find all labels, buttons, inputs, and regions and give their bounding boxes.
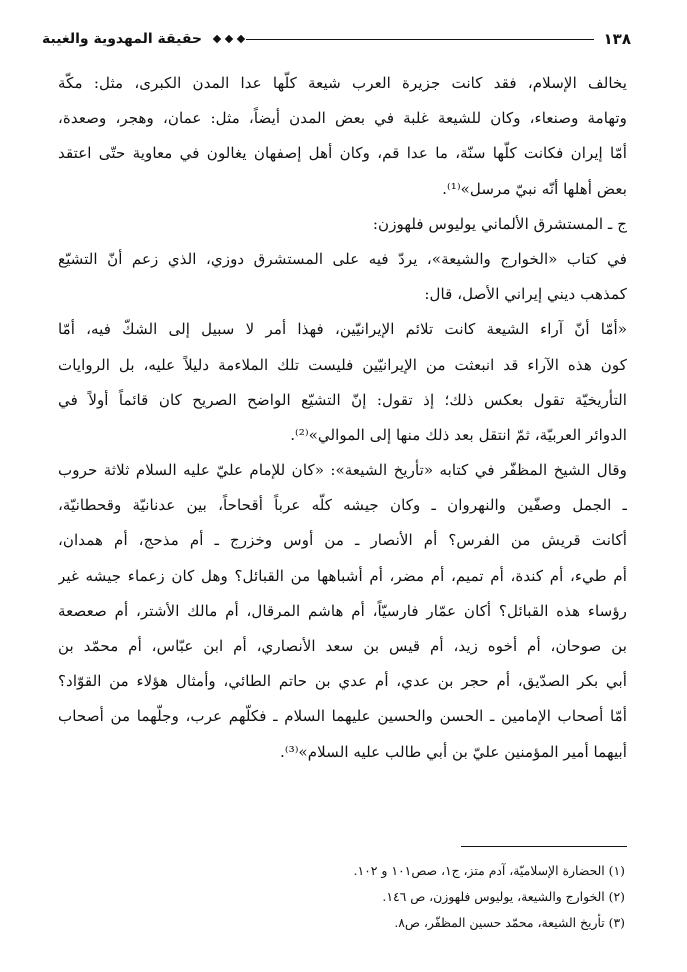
footnote: (٢) الخوارج والشيعة، يوليوس فلهوزن، ص ١٤٦. bbox=[382, 889, 625, 904]
text-line: يخالف الإسلام، فقد كانت جزيرة العرب شيعة كلّها عدا المدن الكبرى، مثل: مكّة bbox=[58, 74, 627, 92]
text-line: أمّا أصحاب الإمامين ـ الحسن والحسين عليهما السلام ـ فكلّهم عرب، وجلّهما من أصحاب bbox=[58, 707, 627, 726]
text-line: وقال الشيخ المظفّر في كتابه «تأريخ الشيعة»: «كان للإمام عليّ عليه السلام ثلاثة حروب bbox=[58, 461, 627, 480]
text-line: ـ الجمل وصفّين والنهروان ـ وكان جيشه كلّه عرباً أقحاحاً، بين عدنانيّة وقحطانيّة، bbox=[58, 496, 627, 515]
header-rule bbox=[212, 36, 594, 42]
text-line: التأريخيّة تقول بعكس ذلك؛ إذ تقول: إنّ التشيّع الواضح الصريح كان قائماً أولاً في bbox=[58, 390, 627, 409]
diamond-ornament-icon bbox=[213, 35, 221, 43]
book-title: حقيقة المهدوية والغيبة bbox=[42, 31, 202, 47]
main-text bbox=[58, 66, 627, 770]
page-number: ١٣٨ bbox=[603, 30, 631, 48]
text-line: بعض أهلها أنّه نبيّ مرسل»⁽¹⁾. bbox=[442, 179, 627, 198]
diamond-ornament-icon bbox=[225, 35, 233, 43]
text-line: بن صوحان، أم أخوه زيد، أم قيس بن سعد الأنصاري، أم ابن عبّاس، أم محمّد بن bbox=[58, 637, 627, 655]
text-line: كون هذه الآراء قد انبعثت من الإيرانيّين فليست تلك الملاءمة دليلاً عليه، بل الروايات bbox=[58, 355, 627, 374]
diamond-ornament-icon bbox=[237, 35, 245, 43]
text-line: الدوائر العربيّة، ثمّ انتقل بعد ذلك منها إلى الموالي»⁽²⁾. bbox=[290, 425, 627, 444]
footnote: (١) الحضارة الإسلاميّة، آدم متز، ج١، صص١٠١ و ١٠٢. bbox=[353, 863, 625, 878]
text-line: كمذهب ديني إيراني الأصل، قال: bbox=[424, 285, 627, 304]
header-rule-line bbox=[246, 39, 594, 40]
text-line: رؤساء هذه القبائل؟ أكان عمّار فارسيّاً، أم هاشم المرقال، أم مالك الأشتر، أم صعصعة bbox=[58, 601, 627, 620]
text-line: أبي بكر الصدّيق، أم حجر بن عدي، أم عدي بن حاتم الطائي، وأمثال هؤلاء من القوّاد؟ bbox=[58, 672, 627, 691]
section-heading: ج ـ المستشرق الألماني يوليوس فلهوزن: bbox=[372, 214, 627, 233]
text-line: في كتاب «الخوارج والشيعة»، يردّ فيه على المستشرق دوزي، الذي زعم أنّ التشيّع bbox=[58, 249, 627, 268]
running-header bbox=[42, 26, 631, 52]
text-line: أم طيء، أم كندة، أم تميم، أم مضر، أم أشباهها من القبائل؟ وهل كان زعماء جيشه غير bbox=[58, 566, 627, 585]
text-line: أبيهما أمير المؤمنين عليّ بن أبي طالب عليه السلام»⁽³⁾. bbox=[280, 742, 627, 761]
footnote: (٣) تأريخ الشيعة، محمّد حسين المظفّر، ص٨. bbox=[394, 915, 625, 930]
footnote-separator bbox=[461, 846, 627, 847]
header-ornament bbox=[214, 36, 244, 42]
footnotes bbox=[150, 858, 625, 936]
text-line: أكانت قريش من الفرس؟ أم الأنصار ـ من أوس وخزرج ـ أم مذحج، أم همدان، bbox=[58, 531, 627, 550]
text-line: وتهامة وصنعاء، وكان للشيعة غلبة في بعض المدن أيضاً، مثل: عمان، وهجر، وصعدة، bbox=[58, 109, 627, 128]
text-line: أمّا إيران فكانت كلّها سنّة، ما عدا قم، وكان أهل إصفهان يغالون في معاوية حتّى اعتقد bbox=[58, 144, 627, 163]
text-line: «أمّا أنّ آراء الشيعة كانت تلائم الإيرانيّين، فهذا أمر لا سبيل إلى الشكّ فيه، أمّا bbox=[58, 320, 627, 339]
